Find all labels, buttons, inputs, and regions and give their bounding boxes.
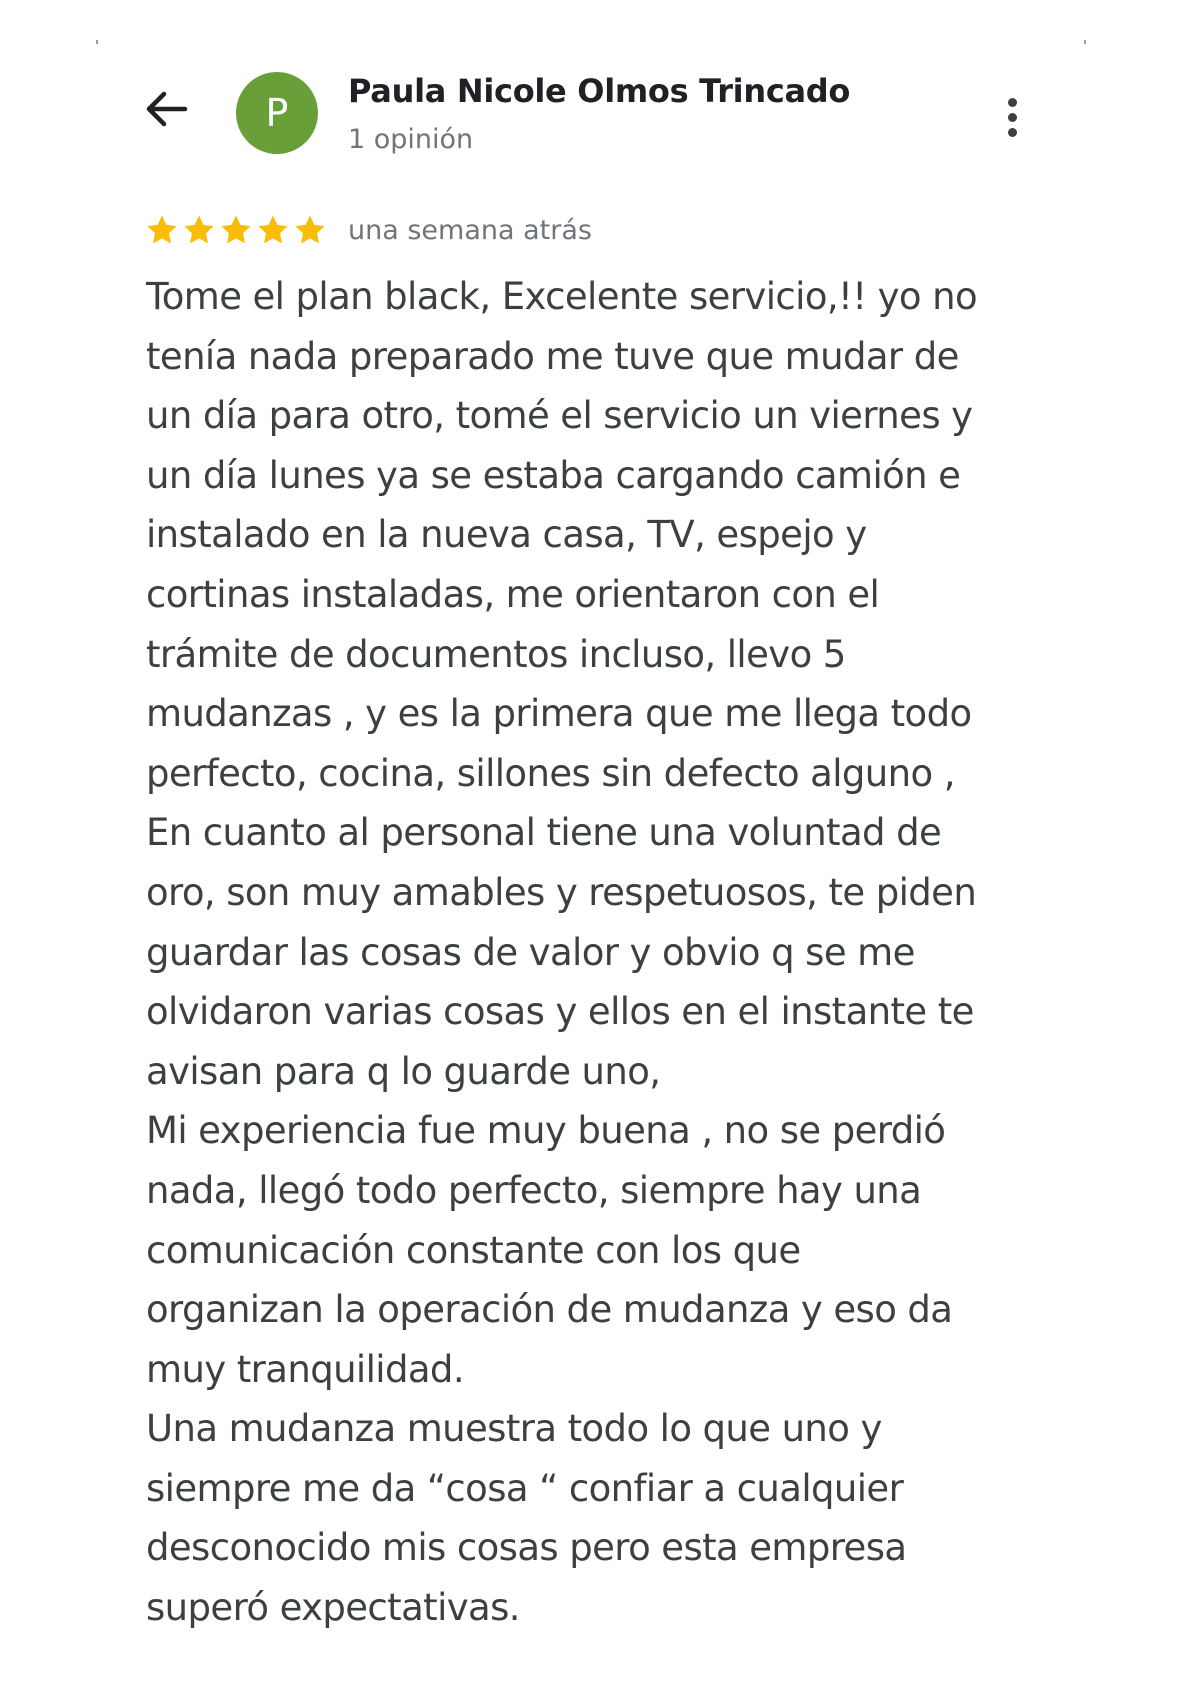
review-text-line: muy tranquilidad. xyxy=(146,1347,464,1391)
star-icon xyxy=(256,213,290,247)
review-text-line: oro, son muy amables y respetuosos, te piden xyxy=(146,870,977,914)
star-rating xyxy=(145,213,330,247)
review-text-line: un día para otro, tomé el servicio un viernes y xyxy=(146,394,973,438)
review-text-line: tenía nada preparado me tuve que mudar de xyxy=(146,334,959,378)
avatar-initial: P xyxy=(265,91,289,135)
review-text-line: un día lunes ya se estaba cargando camión e xyxy=(146,453,961,497)
more-vert-icon xyxy=(1008,113,1017,122)
arrow-back-icon xyxy=(140,82,194,136)
review-text-line: trámite de documentos incluso, llevo 5 xyxy=(146,632,846,676)
review-text-line: desconocido mis cosas pero esta empresa xyxy=(146,1526,907,1570)
reviewer-name[interactable]: Paula Nicole Olmos Trincado xyxy=(348,72,851,110)
review-text-line: mudanzas , y es la primera que me llega todo xyxy=(146,692,972,736)
review-text-line: superó expectativas. xyxy=(146,1586,520,1630)
review-text-line: Tome el plan black, Excelente servicio,!! yo no xyxy=(146,275,978,318)
review-text-line: avisan para q lo guarde uno, xyxy=(146,1049,661,1093)
avatar[interactable] xyxy=(236,72,318,154)
review-text-line: cortinas instaladas, me orientaron con el xyxy=(146,572,880,616)
more-vert-icon xyxy=(1008,98,1017,107)
star-icon xyxy=(182,213,216,247)
review-text-line: nada, llegó todo perfecto, siempre hay una xyxy=(146,1168,922,1212)
back-button[interactable] xyxy=(140,82,194,136)
review-date: una semana atrás xyxy=(348,214,592,246)
review-text-line: guardar las cosas de valor y obvio q se me xyxy=(146,930,915,974)
rating-row xyxy=(145,210,592,250)
review-text-line: comunicación constante con los que xyxy=(146,1228,801,1272)
more-options-button[interactable] xyxy=(992,94,1032,142)
review-text-line: perfecto, cocina, sillones sin defecto alguno , xyxy=(146,751,955,795)
review-text-line: olvidaron varias cosas y ellos en el instante te xyxy=(146,990,974,1034)
star-icon xyxy=(293,213,327,247)
star-icon xyxy=(145,213,179,247)
corner-mark xyxy=(1084,40,1086,44)
review-text-line: Mi experiencia fue muy buena , no se perdió xyxy=(146,1109,946,1153)
review-count: 1 opinión xyxy=(348,124,474,155)
corner-mark xyxy=(96,40,98,44)
review-text xyxy=(146,267,1046,1638)
star-icon xyxy=(219,213,253,247)
review-text-line: Una mudanza muestra todo lo que uno y xyxy=(146,1407,882,1451)
reviewer-header xyxy=(140,72,1040,162)
review-text-line: instalado en la nueva casa, TV, espejo y xyxy=(146,513,867,557)
review-text-line: En cuanto al personal tiene una voluntad de xyxy=(146,811,942,855)
review-text-line: organizan la operación de mudanza y eso da xyxy=(146,1288,953,1332)
more-vert-icon xyxy=(1008,128,1017,137)
review-text-line: siempre me da “cosa “ confiar a cualquier xyxy=(146,1466,904,1510)
